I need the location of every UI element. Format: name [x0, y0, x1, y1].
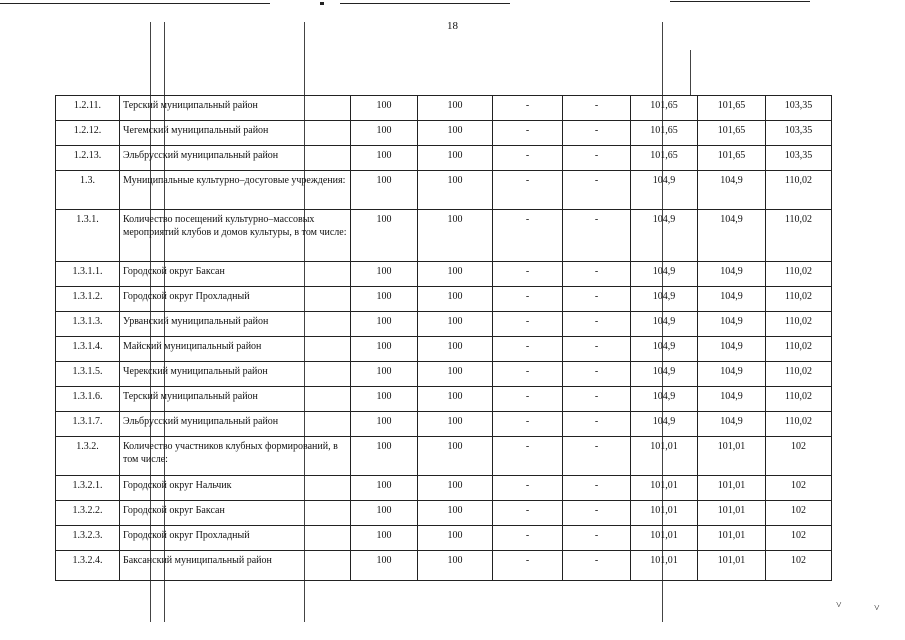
- row-code: 1.3.1.5.: [56, 362, 120, 387]
- row-value: 100: [351, 146, 418, 171]
- table-row: [56, 437, 832, 476]
- row-value: -: [563, 337, 631, 362]
- row-value: 100: [351, 437, 418, 476]
- row-name: Терский муниципальный район: [120, 387, 351, 412]
- table-row: [56, 501, 832, 526]
- row-value: 100: [418, 171, 493, 210]
- row-code: 1.3.1.4.: [56, 337, 120, 362]
- row-value: 101,01: [631, 476, 698, 501]
- row-name: Эльбрусский муниципальный район: [120, 412, 351, 437]
- table-row: [56, 387, 832, 412]
- row-value: -: [493, 96, 563, 121]
- row-value: 104,9: [631, 362, 698, 387]
- row-value: 110,02: [766, 312, 832, 337]
- row-value: 102: [766, 501, 832, 526]
- table-row: [56, 146, 832, 171]
- row-value: 100: [418, 210, 493, 262]
- row-value: -: [493, 337, 563, 362]
- row-value: 110,02: [766, 412, 832, 437]
- row-code: 1.3.1.7.: [56, 412, 120, 437]
- row-value: -: [493, 312, 563, 337]
- row-value: -: [563, 121, 631, 146]
- row-value: 100: [418, 287, 493, 312]
- row-value: 104,9: [631, 387, 698, 412]
- row-value: 100: [351, 121, 418, 146]
- row-value: 101,65: [698, 96, 766, 121]
- row-value: 101,01: [631, 437, 698, 476]
- row-name: Баксанский муниципальный район: [120, 551, 351, 581]
- row-value: -: [493, 412, 563, 437]
- row-value: 100: [418, 387, 493, 412]
- row-value: 100: [351, 337, 418, 362]
- row-name: Майский муниципальный район: [120, 337, 351, 362]
- row-value: -: [563, 526, 631, 551]
- row-name: Городской округ Баксан: [120, 501, 351, 526]
- table-row: [56, 412, 832, 437]
- table-body: [56, 96, 832, 581]
- row-value: 104,9: [631, 337, 698, 362]
- row-name: Терский муниципальный район: [120, 96, 351, 121]
- row-code: 1.3.1.2.: [56, 287, 120, 312]
- row-value: 100: [418, 262, 493, 287]
- table-row: [56, 312, 832, 337]
- page-number: 18: [447, 20, 458, 32]
- row-value: 101,65: [698, 121, 766, 146]
- row-value: 100: [351, 287, 418, 312]
- row-value: 100: [351, 312, 418, 337]
- row-value: 104,9: [698, 171, 766, 210]
- row-value: -: [493, 262, 563, 287]
- row-code: 1.3.1.: [56, 210, 120, 262]
- row-value: 101,01: [698, 526, 766, 551]
- row-value: 100: [351, 210, 418, 262]
- row-value: 102: [766, 437, 832, 476]
- row-code: 1.3.2.: [56, 437, 120, 476]
- row-value: 100: [418, 121, 493, 146]
- row-value: -: [493, 171, 563, 210]
- row-value: -: [493, 526, 563, 551]
- row-value: 103,35: [766, 121, 832, 146]
- row-value: 104,9: [698, 412, 766, 437]
- row-value: -: [563, 96, 631, 121]
- data-table: [55, 95, 832, 581]
- row-value: 101,01: [631, 501, 698, 526]
- scan-mark: ˅: [836, 600, 842, 611]
- table-row: [56, 362, 832, 387]
- row-code: 1.3.2.2.: [56, 501, 120, 526]
- scan-artifact-line: [320, 2, 324, 5]
- row-value: 104,9: [698, 262, 766, 287]
- row-value: 101,65: [631, 146, 698, 171]
- row-value: -: [493, 362, 563, 387]
- table-row: [56, 526, 832, 551]
- row-value: 101,65: [698, 146, 766, 171]
- row-name: Черекский муниципальный район: [120, 362, 351, 387]
- row-value: 101,65: [631, 96, 698, 121]
- row-value: -: [493, 476, 563, 501]
- scan-artifact-line: [340, 3, 510, 4]
- row-value: -: [493, 437, 563, 476]
- row-value: 100: [351, 412, 418, 437]
- row-value: 110,02: [766, 171, 832, 210]
- row-value: 100: [351, 362, 418, 387]
- row-value: 101,01: [631, 551, 698, 581]
- row-value: -: [493, 501, 563, 526]
- row-value: 104,9: [698, 387, 766, 412]
- row-value: -: [563, 146, 631, 171]
- row-name: Городской округ Баксан: [120, 262, 351, 287]
- row-value: 100: [351, 501, 418, 526]
- row-value: 100: [351, 171, 418, 210]
- row-code: 1.2.13.: [56, 146, 120, 171]
- row-value: -: [493, 551, 563, 581]
- table-row: [56, 121, 832, 146]
- row-value: 104,9: [631, 412, 698, 437]
- row-value: 110,02: [766, 362, 832, 387]
- row-name: Количество посещений культурно–массовых мероприятий клубов и домов культуры, в том числе:: [120, 210, 351, 262]
- row-value: 103,35: [766, 146, 832, 171]
- row-code: 1.2.12.: [56, 121, 120, 146]
- scan-artifact-line: [0, 3, 270, 4]
- row-value: 104,9: [698, 210, 766, 262]
- row-value: 104,9: [631, 312, 698, 337]
- row-value: -: [563, 362, 631, 387]
- row-value: 104,9: [698, 337, 766, 362]
- table-row: [56, 210, 832, 262]
- row-value: 110,02: [766, 210, 832, 262]
- row-value: 100: [351, 476, 418, 501]
- row-value: -: [563, 501, 631, 526]
- row-value: -: [563, 210, 631, 262]
- row-value: 100: [418, 551, 493, 581]
- row-code: 1.3.1.3.: [56, 312, 120, 337]
- row-value: 101,01: [698, 476, 766, 501]
- row-value: 104,9: [631, 262, 698, 287]
- row-value: 100: [418, 146, 493, 171]
- row-value: 100: [418, 437, 493, 476]
- row-code: 1.3.2.1.: [56, 476, 120, 501]
- row-value: 100: [418, 501, 493, 526]
- row-name: Урванский муниципальный район: [120, 312, 351, 337]
- row-value: 101,01: [631, 526, 698, 551]
- row-value: 110,02: [766, 387, 832, 412]
- row-value: 101,65: [631, 121, 698, 146]
- row-value: 101,01: [698, 501, 766, 526]
- row-value: -: [493, 210, 563, 262]
- row-name: Чегемский муниципальный район: [120, 121, 351, 146]
- row-name: Количество участников клубных формирований, в том числе:: [120, 437, 351, 476]
- row-value: 110,02: [766, 337, 832, 362]
- row-value: 100: [418, 337, 493, 362]
- scan-artifact-vline: [690, 50, 691, 95]
- table-row: [56, 96, 832, 121]
- row-value: 100: [351, 262, 418, 287]
- row-value: 104,9: [631, 287, 698, 312]
- row-value: -: [493, 121, 563, 146]
- row-value: 100: [418, 362, 493, 387]
- row-value: 102: [766, 551, 832, 581]
- table-row: [56, 171, 832, 210]
- row-value: 110,02: [766, 262, 832, 287]
- row-value: -: [563, 476, 631, 501]
- row-name: Городской округ Нальчик: [120, 476, 351, 501]
- row-value: -: [563, 312, 631, 337]
- row-name: Эльбрусский муниципальный район: [120, 146, 351, 171]
- row-value: 104,9: [631, 171, 698, 210]
- row-value: 102: [766, 476, 832, 501]
- table-row: [56, 287, 832, 312]
- row-value: 100: [418, 96, 493, 121]
- row-value: -: [493, 287, 563, 312]
- row-name: Муниципальные культурно–досуговые учреждения:: [120, 171, 351, 210]
- row-value: 104,9: [631, 210, 698, 262]
- row-value: 100: [351, 387, 418, 412]
- row-value: 102: [766, 526, 832, 551]
- scan-artifact-line: [670, 1, 810, 2]
- table-row: [56, 262, 832, 287]
- row-value: 103,35: [766, 96, 832, 121]
- table-row: [56, 476, 832, 501]
- row-value: 100: [418, 312, 493, 337]
- row-value: 100: [418, 526, 493, 551]
- row-value: 101,01: [698, 551, 766, 581]
- row-value: -: [493, 387, 563, 412]
- row-value: 100: [351, 551, 418, 581]
- row-value: 101,01: [698, 437, 766, 476]
- row-value: -: [563, 412, 631, 437]
- row-value: 100: [351, 526, 418, 551]
- row-value: 104,9: [698, 287, 766, 312]
- row-name: Городской округ Прохладный: [120, 287, 351, 312]
- row-value: -: [563, 387, 631, 412]
- row-value: -: [563, 287, 631, 312]
- row-value: -: [563, 437, 631, 476]
- row-value: 100: [418, 412, 493, 437]
- row-value: 100: [351, 96, 418, 121]
- scan-mark: ˅: [874, 603, 880, 614]
- row-code: 1.3.1.6.: [56, 387, 120, 412]
- row-value: -: [563, 551, 631, 581]
- row-value: 100: [418, 476, 493, 501]
- table-row: [56, 551, 832, 581]
- row-value: 104,9: [698, 312, 766, 337]
- row-value: 104,9: [698, 362, 766, 387]
- row-name: Городской округ Прохладный: [120, 526, 351, 551]
- row-code: 1.3.2.4.: [56, 551, 120, 581]
- table-row: [56, 337, 832, 362]
- row-value: 110,02: [766, 287, 832, 312]
- row-value: -: [563, 171, 631, 210]
- row-value: -: [563, 262, 631, 287]
- row-code: 1.3.: [56, 171, 120, 210]
- row-code: 1.3.1.1.: [56, 262, 120, 287]
- row-code: 1.2.11.: [56, 96, 120, 121]
- row-value: -: [493, 146, 563, 171]
- row-code: 1.3.2.3.: [56, 526, 120, 551]
